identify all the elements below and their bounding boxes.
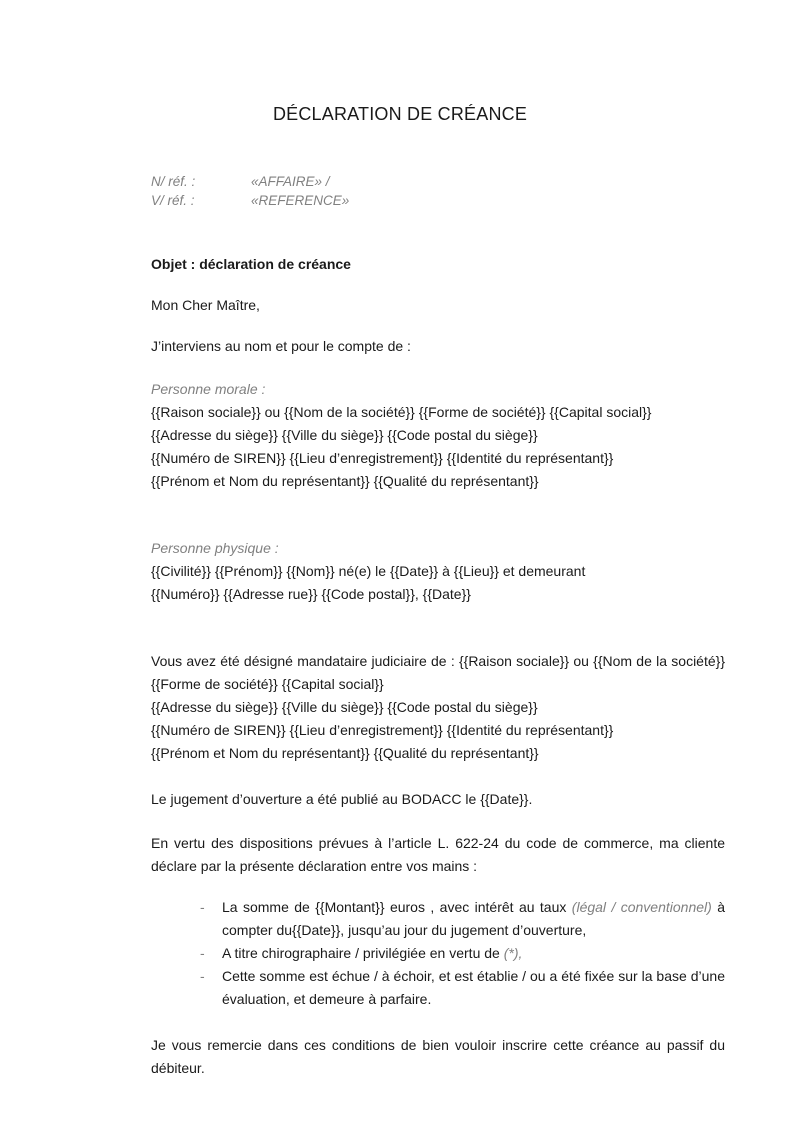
- salutation: Mon Cher Maître,: [151, 297, 260, 313]
- reference-block: [151, 172, 725, 210]
- dash-bullet-icon: -: [200, 899, 205, 915]
- list-item: [200, 965, 725, 1011]
- subject-line: Objet : déclaration de créance: [151, 256, 351, 272]
- legal-entity-line-2: {{Adresse du siège}} {{Ville du siège}} {{Code postal du siège}}: [151, 427, 538, 443]
- your-reference-label: V/ réf. :: [151, 193, 195, 208]
- reference-row-our: [151, 172, 725, 191]
- our-reference-label: N/ réf. :: [151, 174, 196, 189]
- natural-person-line-1: {{Civilité}} {{Prénom}} {{Nom}} né(e) le {{Date}} à {{Lieu}} et demeurant: [151, 563, 586, 579]
- legal-basis-paragraph: En vertu des dispositions prévues à l’article L. 622-24 du code de commerce, ma cliente déclare par la présente déclaration entre vos mains :: [151, 835, 725, 874]
- legal-entity-line-4: {{Prénom et Nom du représentant}} {{Qualité du représentant}}: [151, 473, 539, 489]
- document-body: [151, 172, 725, 1080]
- page-title: DÉCLARATION DE CRÉANCE: [272, 104, 528, 125]
- dash-bullet-icon: -: [200, 945, 205, 961]
- claim-emphasis-1: (légal / conventionnel): [571, 899, 712, 915]
- reference-row-your: [151, 191, 725, 210]
- legal-entity-heading: Personne morale :: [151, 381, 266, 397]
- claims-list: [151, 896, 725, 1011]
- intro-paragraph: J’interviens au nom et pour le compte de :: [151, 338, 411, 354]
- legal-entity-line-1: {{Raison sociale}} ou {{Nom de la société}} {{Forme de société}} {{Capital social}}: [151, 404, 652, 420]
- list-item: [200, 942, 725, 965]
- natural-person-line-2: {{Numéro}} {{Adresse rue}} {{Code postal}}, {{Date}}: [151, 586, 471, 602]
- legal-entity-section: [151, 378, 725, 493]
- our-reference-value: «AFFAIRE» /: [251, 174, 330, 189]
- claim-text-2: A titre chirographaire / privilégiée en vertu de: [222, 945, 504, 961]
- natural-person-heading: Personne physique :: [151, 540, 279, 556]
- your-reference-value: «REFERENCE»: [251, 193, 350, 208]
- mandate-section: [151, 650, 725, 765]
- natural-person-section: [151, 537, 725, 606]
- claim-text-1: La somme de {{Montant}} euros , avec intérêt au taux: [222, 899, 572, 915]
- list-item: [200, 896, 725, 942]
- closing-paragraph: Je vous remercie dans ces conditions de bien vouloir inscrire cette créance au passif du débiteur.: [151, 1037, 725, 1076]
- claim-text-1b: à compter du{{Date}}, jusqu’au jour du jugement d’ouverture,: [222, 899, 725, 938]
- legal-entity-line-3: {{Numéro de SIREN}} {{Lieu d’enregistrement}} {{Identité du représentant}}: [151, 450, 614, 466]
- mandate-line-2: {{Adresse du siège}} {{Ville du siège}} {{Code postal du siège}}: [151, 699, 538, 715]
- mandate-line-4: {{Prénom et Nom du représentant}} {{Qualité du représentant}}: [151, 745, 539, 761]
- mandate-line-1: Vous avez été désigné mandataire judiciaire de : {{Raison sociale}} ou {{Nom de la société}} {{Forme de société}} {{Capital social}}: [151, 653, 725, 692]
- claim-text-3: Cette somme est échue / à échoir, et est établie / ou a été fixée sur la base d’une évaluation, et demeure à parfaire.: [222, 968, 725, 1007]
- dash-bullet-icon: -: [200, 968, 205, 984]
- mandate-line-3: {{Numéro de SIREN}} {{Lieu d’enregistrement}} {{Identité du représentant}}: [151, 722, 614, 738]
- claim-emphasis-2: (*),: [503, 945, 523, 961]
- bodacc-paragraph: Le jugement d’ouverture a été publié au BODACC le {{Date}}.: [151, 791, 533, 807]
